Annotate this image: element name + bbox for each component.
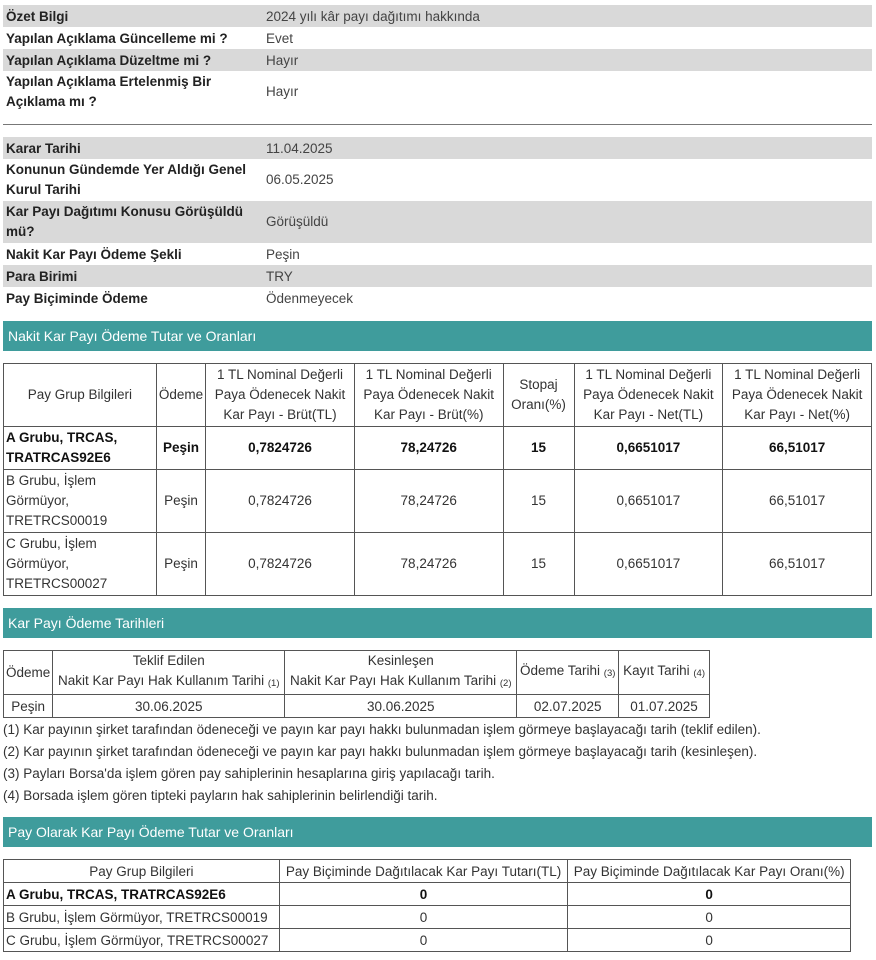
column-header: Pay Grup Bilgileri (4, 860, 280, 883)
cell: 0,7824726 (206, 470, 355, 533)
cell: 0,6651017 (574, 533, 723, 596)
details-value: 06.05.2025 (266, 172, 334, 187)
details-label: Pay Biçiminde Ödeme (6, 290, 148, 306)
cell: 30.06.2025 (285, 695, 517, 718)
summary-row (3, 71, 872, 113)
details-value: 11.04.2025 (262, 137, 872, 159)
column-header: Pay Biçiminde Dağıtılacak Kar Payı Oranı(%) (568, 860, 851, 883)
column-header-proposed (53, 651, 285, 695)
cell: A Grubu, TRCAS, TRATRCAS92E6 (4, 883, 280, 906)
cell: Peşin (156, 533, 205, 596)
payment-dates-table (3, 650, 710, 718)
details-value: Ödenmeyecek (266, 290, 354, 306)
summary-value: Evet (266, 30, 294, 46)
cell: 30.06.2025 (53, 695, 285, 718)
summary-label: Yapılan Açıklama Ertelenmiş Bir Açıklama mı ? (6, 74, 212, 109)
details-row (3, 137, 872, 159)
table-row (4, 929, 851, 952)
cell: 66,51017 (723, 533, 872, 596)
cell: 66,51017 (723, 427, 872, 470)
footnote-marker: (1) (267, 678, 280, 689)
footnote: (1) Kar payının şirket tarafından ödeneceği ve payın kar payı hakkı bulunmadan işlem görmeye başlayacağı tarih (teklif edilen). (3, 722, 761, 737)
table-row (4, 427, 872, 470)
details-row (3, 287, 872, 309)
cell: 15 (503, 470, 574, 533)
cell: 15 (503, 427, 574, 470)
cell: 0,6651017 (574, 470, 723, 533)
column-header-final (285, 651, 517, 695)
table-row (4, 883, 851, 906)
cell: 0 (568, 906, 851, 929)
details-label: Para Birimi (3, 265, 262, 287)
cell: 0 (279, 929, 568, 952)
dates-section-header: Kar Payı Ödeme Tarihleri (3, 608, 872, 638)
column-header: Pay Biçiminde Dağıtılacak Kar Payı Tutarı(TL) (279, 860, 568, 883)
column-header: 1 TL Nominal Değerli Paya Ödenecek Nakit Kar Payı - Brüt(%) (354, 364, 503, 427)
cell: Peşin (156, 470, 205, 533)
footnotes (3, 719, 872, 807)
header-line: Teklif Edilen (132, 653, 205, 668)
summary-value: 2024 yılı kâr payı dağıtımı hakkında (262, 5, 872, 27)
cell: 02.07.2025 (517, 695, 619, 718)
table-row (4, 906, 851, 929)
dates-header-row (4, 651, 710, 695)
column-header: Pay Grup Bilgileri (4, 364, 157, 427)
cell: 0 (568, 883, 851, 906)
details-row (3, 265, 872, 287)
divider (3, 124, 872, 125)
cell: 15 (503, 533, 574, 596)
summary-label: Özet Bilgi (3, 5, 262, 27)
summary-table (3, 5, 872, 113)
details-label: Karar Tarihi (3, 137, 262, 159)
cell: B Grubu, İşlem Görmüyor, TRETRCS00019 (4, 906, 280, 929)
dividend-disclosure-page (0, 5, 876, 952)
header-line: Ödeme Tarihi (519, 663, 601, 678)
header-line: Kesinleşen (367, 653, 434, 668)
cell: C Grubu, İşlem Görmüyor, TRETRCS00027 (4, 929, 280, 952)
table-row (4, 695, 710, 718)
table-row (4, 533, 872, 596)
summary-value: Hayır (266, 84, 299, 99)
summary-row (3, 49, 872, 71)
stock-header-row (4, 860, 851, 883)
details-row (3, 159, 872, 201)
stock-section-header: Pay Olarak Kar Payı Ödeme Tutar ve Oranları (3, 817, 872, 847)
cell: 0,6651017 (574, 427, 723, 470)
details-value: TRY (262, 265, 872, 287)
stock-dividend-table (3, 859, 851, 952)
cell: A Grubu, TRCAS, TRATRCAS92E6 (4, 427, 157, 470)
cell: Peşin (4, 695, 53, 718)
details-value: Peşin (266, 246, 300, 262)
cell: Peşin (156, 427, 205, 470)
column-header: Stopaj Oranı(%) (503, 364, 574, 427)
header-line: Kayıt Tarihi (623, 663, 690, 678)
column-header-record-date (619, 651, 710, 695)
cell: 0,7824726 (206, 427, 355, 470)
header-line: Nakit Kar Payı Hak Kullanım Tarihi (290, 673, 497, 688)
cell: 78,24726 (354, 533, 503, 596)
summary-value: Hayır (262, 49, 872, 71)
details-label: Konunun Gündemde Yer Aldığı Genel Kurul Tarihi (6, 162, 247, 197)
footnote-marker: (2) (499, 678, 512, 689)
footnote: (4) Borsada işlem gören tipteki payların hak sahiplerinin belirlendiği tarih. (3, 788, 438, 803)
details-value: Görüşüldü (262, 201, 872, 243)
cell: 01.07.2025 (619, 695, 710, 718)
cash-section-header: Nakit Kar Payı Ödeme Tutar ve Oranları (3, 321, 872, 351)
cell: 0 (279, 883, 568, 906)
cell: B Grubu, İşlem Görmüyor, TRETRCS00019 (4, 470, 157, 533)
cash-header-row (4, 364, 872, 427)
cell: 78,24726 (354, 427, 503, 470)
details-row (3, 243, 872, 265)
details-row (3, 201, 872, 243)
column-header: 1 TL Nominal Değerli Paya Ödenecek Nakit Kar Payı - Net(%) (723, 364, 872, 427)
footnote: (2) Kar payının şirket tarafından ödeneceği ve payın kar payı hakkı bulunmadan işlem görmeye başlayacağı tarih (kesinleşen). (3, 744, 758, 759)
table-row (4, 470, 872, 533)
cell: 0,7824726 (206, 533, 355, 596)
summary-label: Yapılan Açıklama Düzeltme mi ? (3, 49, 262, 71)
cell: 0 (568, 929, 851, 952)
details-table (3, 137, 872, 309)
summary-label: Yapılan Açıklama Güncelleme mi ? (6, 30, 228, 46)
column-header: 1 TL Nominal Değerli Paya Ödenecek Nakit Kar Payı - Brüt(TL) (206, 364, 355, 427)
cell: 0 (279, 906, 568, 929)
cell: 66,51017 (723, 470, 872, 533)
footnote-marker: (3) (603, 668, 616, 679)
details-label: Kar Payı Dağıtımı Konusu Görüşüldü mü? (3, 201, 262, 243)
column-header: Ödeme (4, 651, 53, 695)
cell: 78,24726 (354, 470, 503, 533)
summary-row (3, 5, 872, 27)
footnote: (3) Payları Borsa'da işlem gören pay sahiplerinin hesaplarına giriş yapılacağı tarih. (3, 766, 495, 781)
cash-dividend-table (3, 363, 872, 596)
column-header: 1 TL Nominal Değerli Paya Ödenecek Nakit Kar Payı - Net(TL) (574, 364, 723, 427)
details-label: Nakit Kar Payı Ödeme Şekli (6, 246, 182, 262)
column-header-payment-date (517, 651, 619, 695)
column-header: Ödeme (156, 364, 205, 427)
summary-row (3, 27, 872, 49)
cell: C Grubu, İşlem Görmüyor, TRETRCS00027 (4, 533, 157, 596)
header-line: Nakit Kar Payı Hak Kullanım Tarihi (58, 673, 265, 688)
footnote-marker: (4) (693, 668, 705, 679)
